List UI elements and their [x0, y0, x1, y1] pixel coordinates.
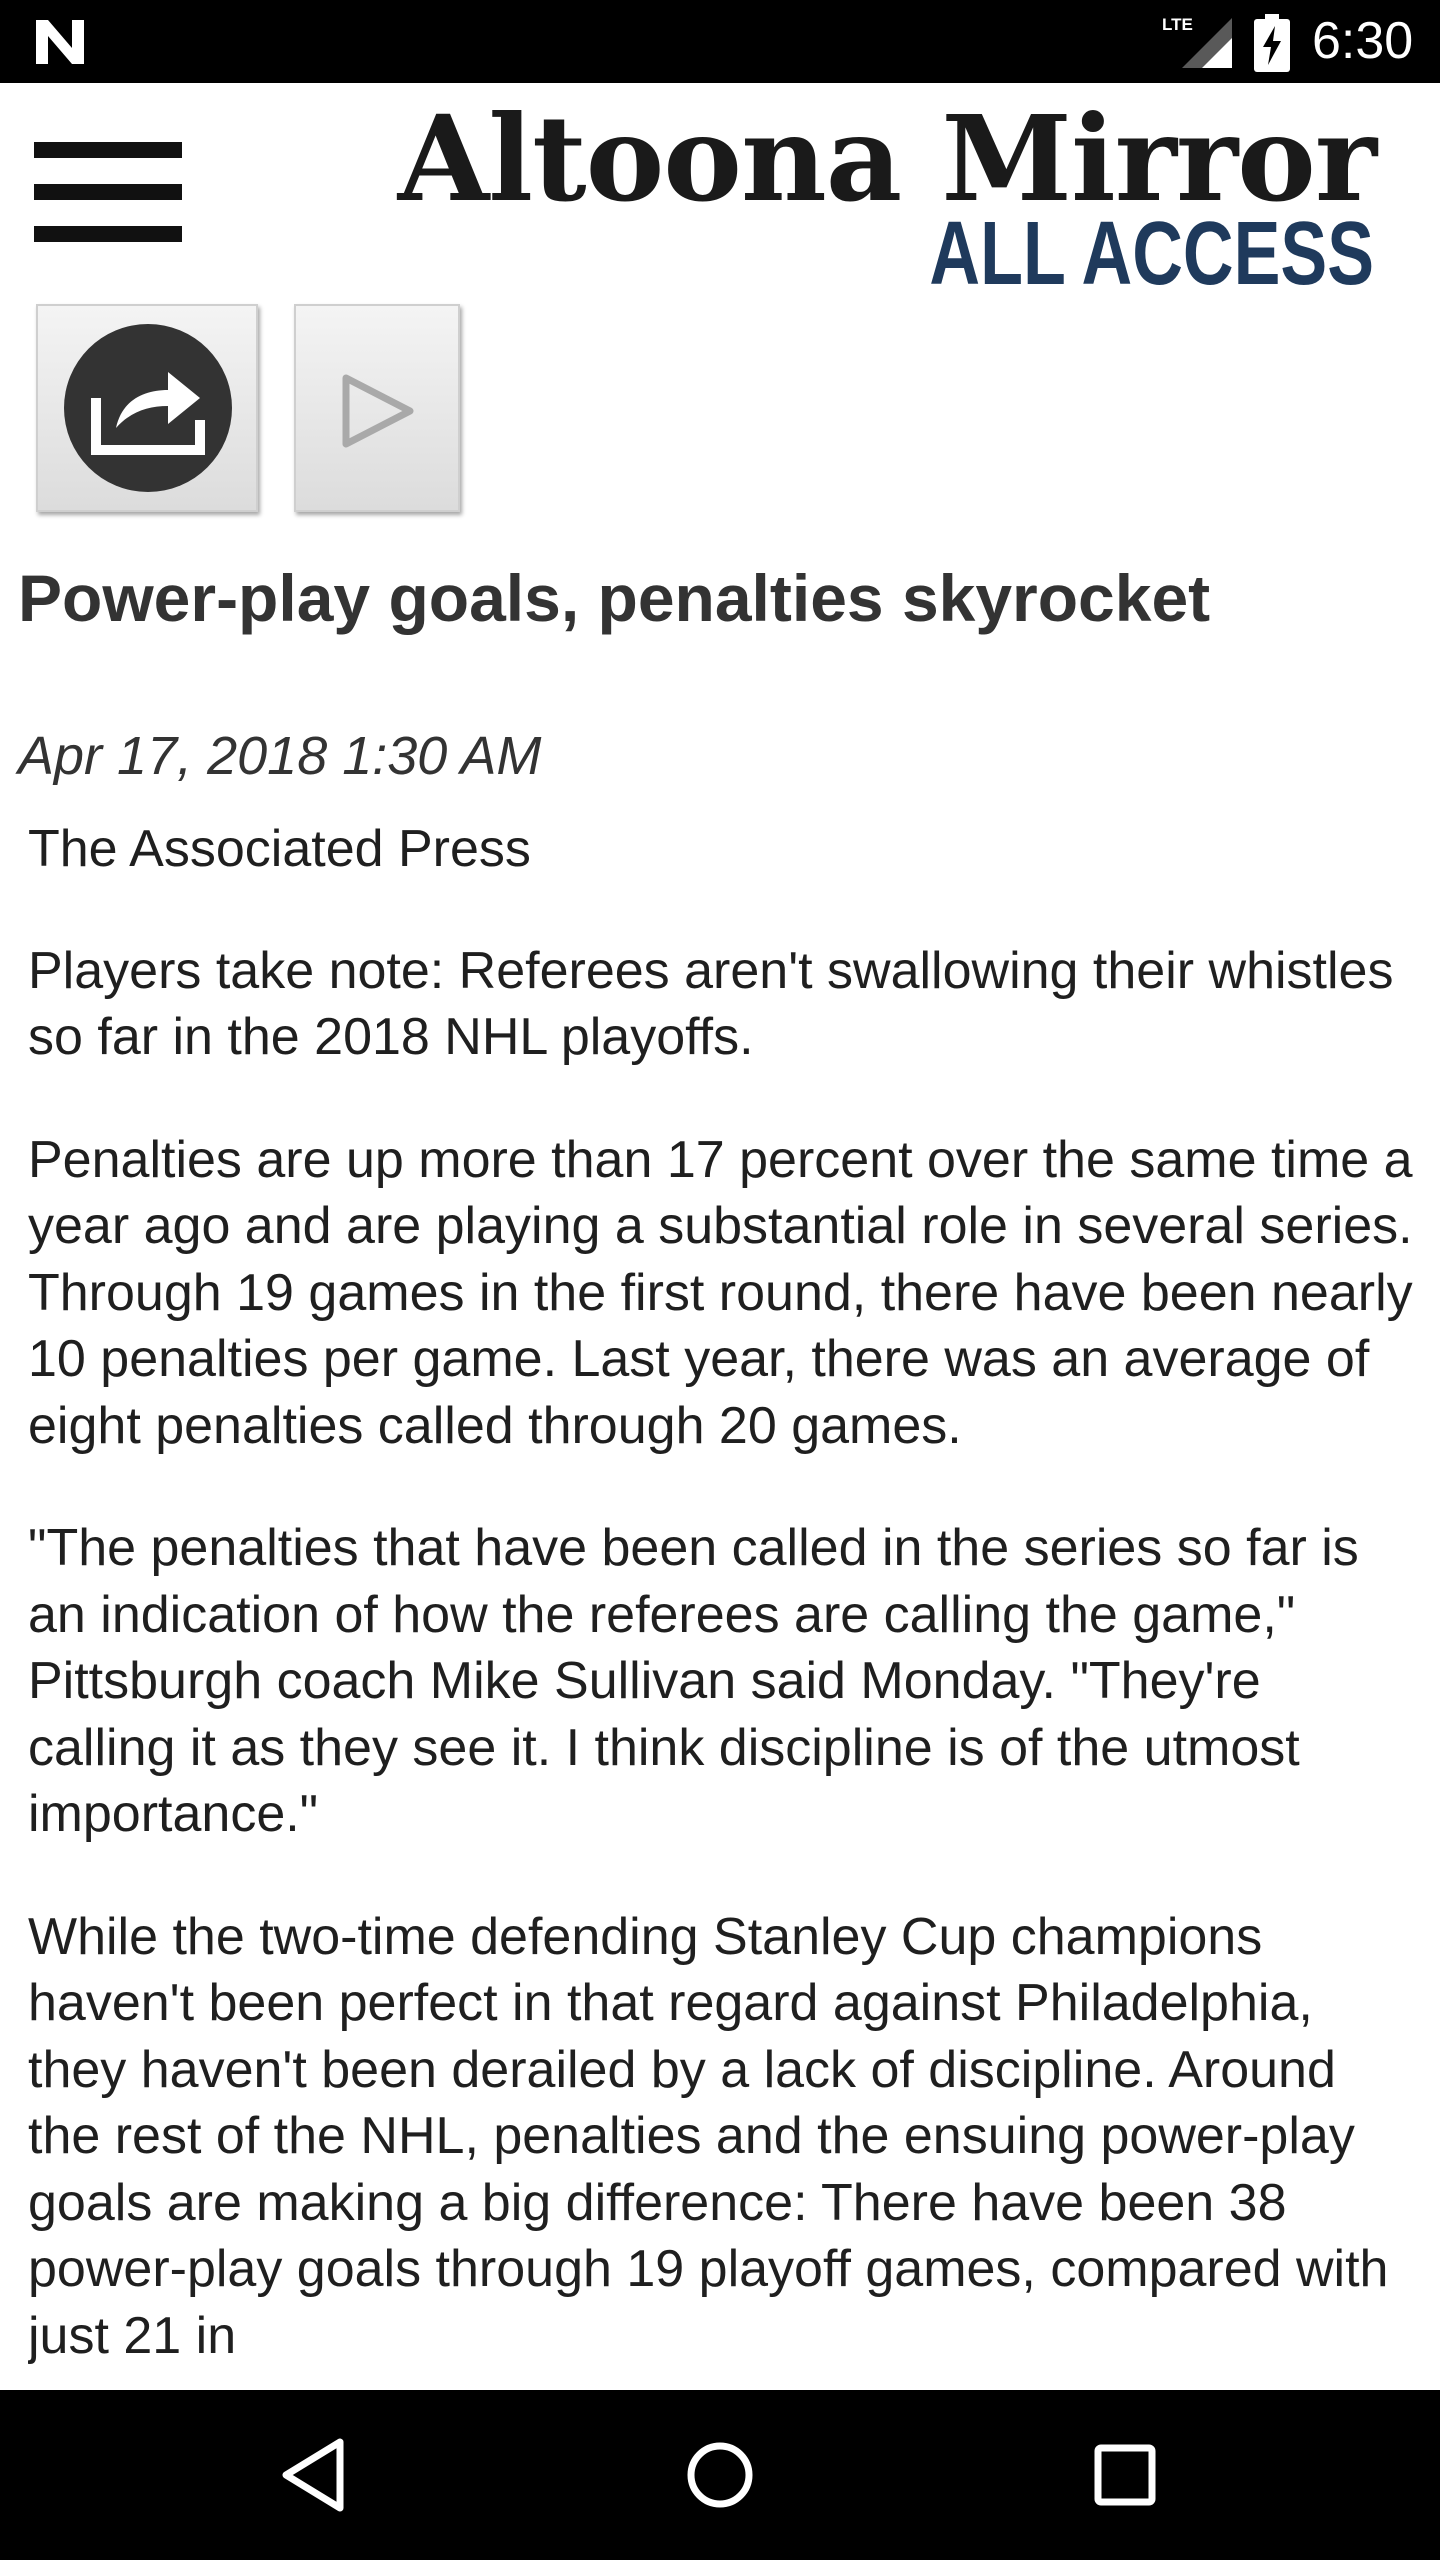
- article-body: [28, 816, 1422, 2390]
- hamburger-menu-icon[interactable]: [34, 142, 182, 242]
- battery-charging-icon: [1254, 14, 1290, 72]
- article-paragraph: While the two-time defending Stanley Cup champions haven't been perfect in that regard against Philadelphia, they haven't been derailed by a lack of discipline. Around the rest of the NHL, penalties and the ensuing power-play goals are making a big difference: There have been 38 power-play goals through 19 playoff games, compared with just 21 in: [28, 1907, 1389, 2365]
- play-icon: [340, 372, 416, 450]
- navigation-bar: [0, 2390, 1440, 2560]
- svg-text:LTE: LTE: [1162, 15, 1193, 34]
- home-icon[interactable]: [675, 2430, 765, 2520]
- play-button[interactable]: [294, 304, 460, 512]
- logo-subtitle: ALL ACCESS: [929, 204, 1374, 304]
- article-paragraph: Penalties are up more than 17 percent over the same time a year ago and are playing a substantial role in several series. Through 19 games in the first round, there have been nearly 10 penalties per game. Last year, there was an average of eight penalties called through 20 games.: [28, 1130, 1413, 1455]
- logo-brand: Altoona Mirror: [397, 89, 1376, 228]
- article-paragraph: "The penalties that have been called in the series so far is an indication of how the referees are calling the game," Pittsburgh coach Mike Sullivan said Monday. "They're calling it as they see it. I think discipline is of the utmost importance.": [28, 1519, 1359, 1843]
- notification-n-icon: [34, 18, 86, 66]
- menu-bar-top: [34, 142, 182, 158]
- status-time: 6:30: [1312, 12, 1414, 70]
- lte-signal-icon: [1162, 14, 1232, 68]
- article-headline: Power-play goals, penalties skyrocket: [18, 561, 1211, 635]
- status-bar: [0, 0, 1440, 83]
- share-icon: [88, 358, 208, 458]
- article-paragraph: Players take note: Referees aren't swallowing their whistles so far in the 2018 NHL playoffs.: [28, 941, 1394, 1066]
- recents-icon[interactable]: [1080, 2430, 1170, 2520]
- article-byline: The Associated Press: [28, 820, 531, 878]
- article-date: Apr 17, 2018 1:30 AM: [18, 726, 542, 786]
- share-button[interactable]: [36, 304, 258, 512]
- altoona-mirror-logo: [397, 89, 1390, 304]
- menu-bar-middle: [34, 184, 182, 200]
- back-icon[interactable]: [270, 2430, 360, 2520]
- menu-bar-bottom: [34, 226, 182, 242]
